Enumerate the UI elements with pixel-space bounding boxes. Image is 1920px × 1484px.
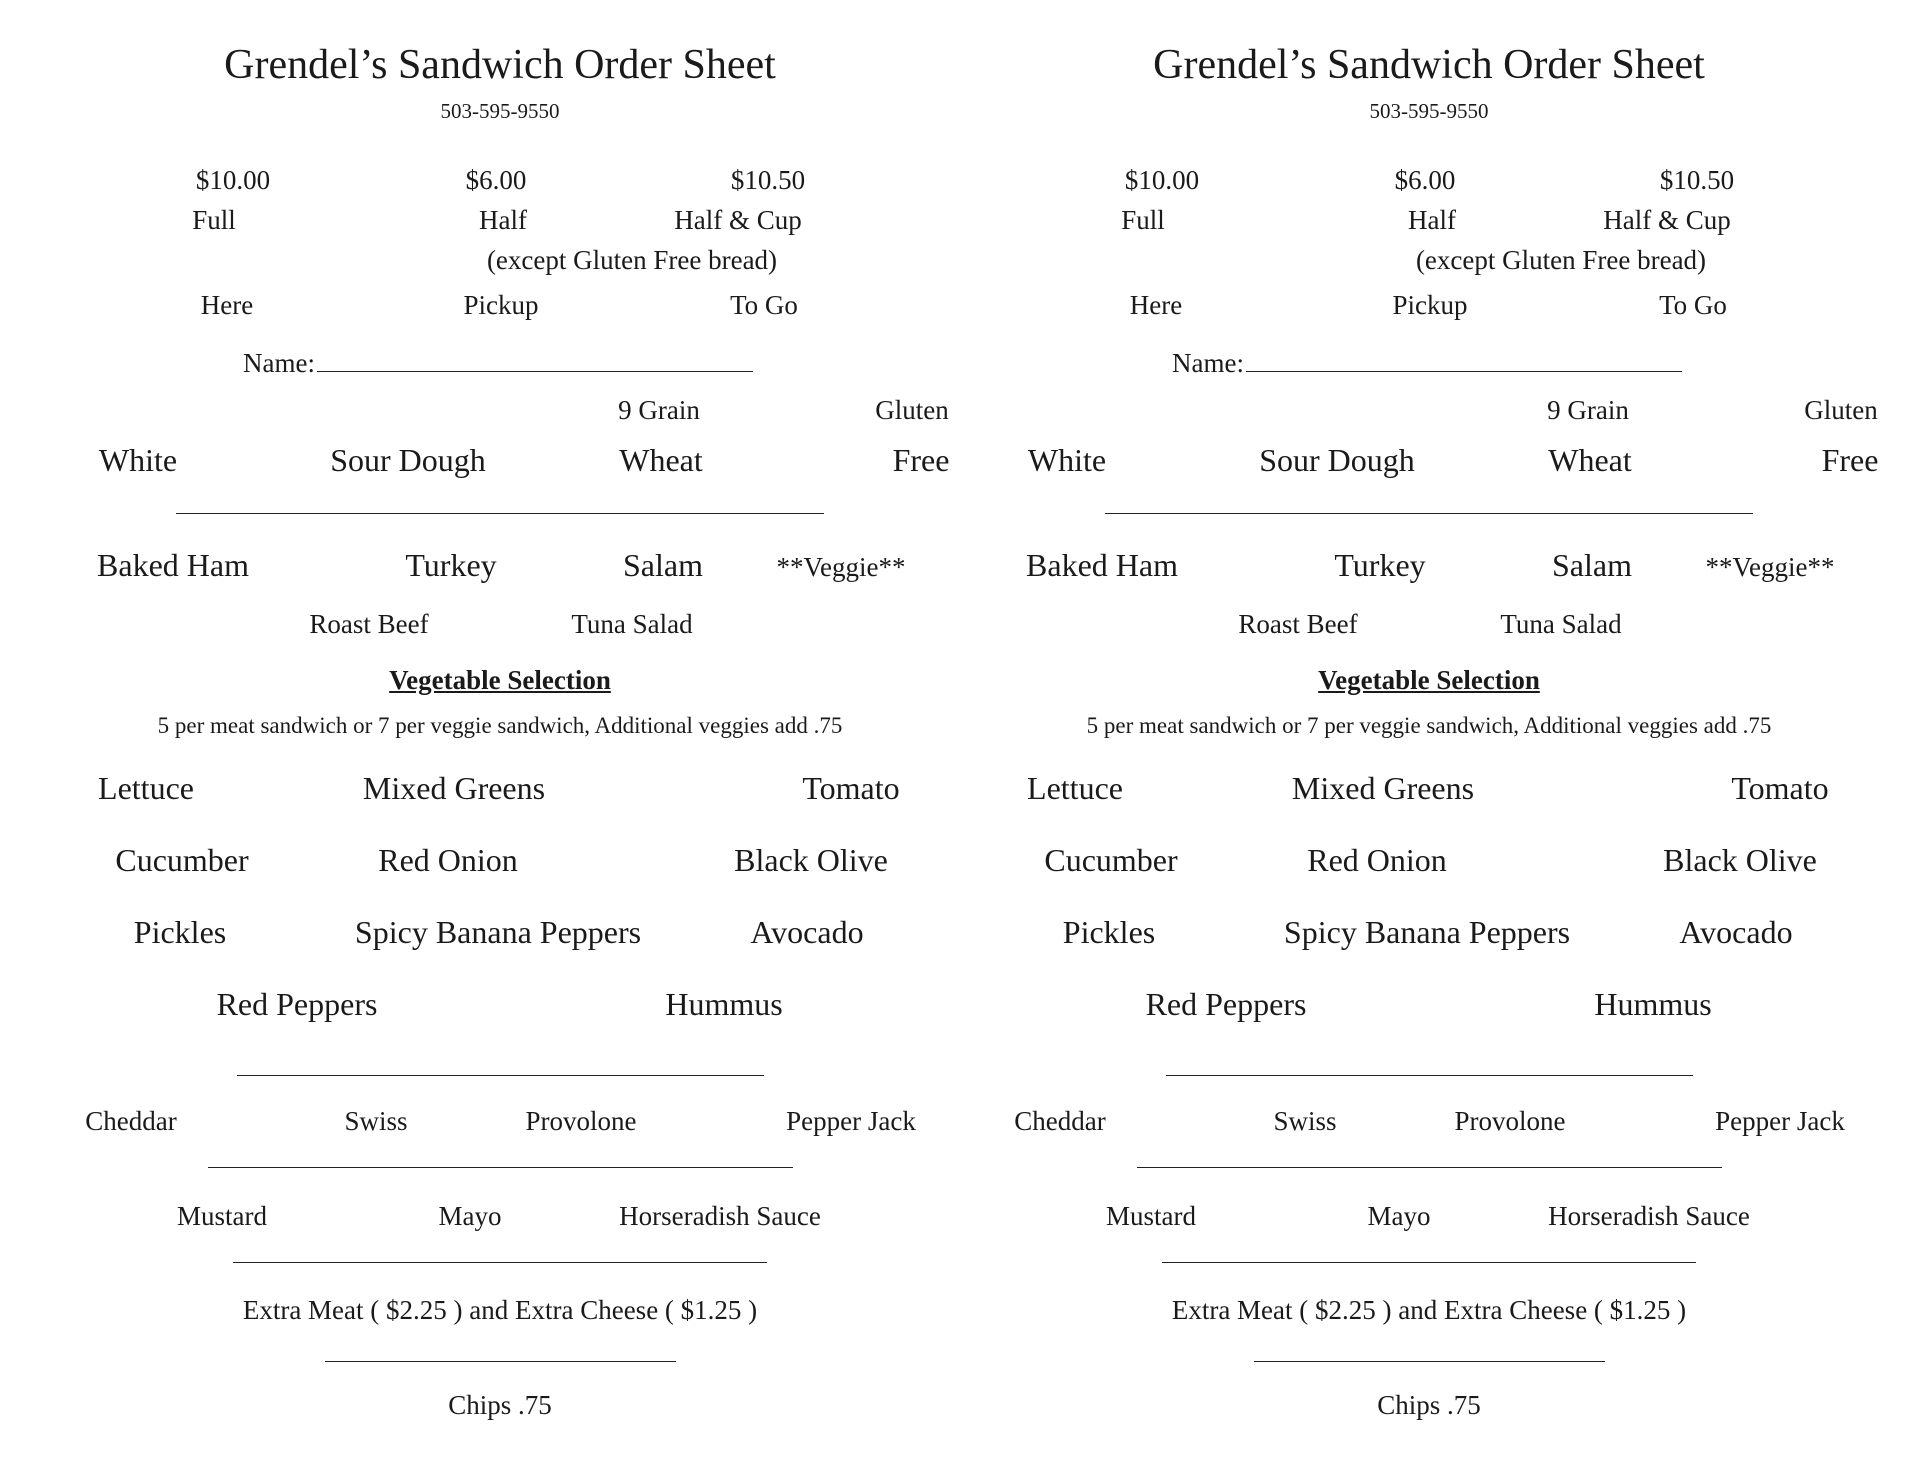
divider-sauces <box>1162 1262 1696 1263</box>
price-half-cup: $10.50 <box>1659 165 1735 195</box>
price-note: (except Gluten Free bread) <box>1415 245 1707 275</box>
size-option-half[interactable]: Half <box>1408 205 1456 235</box>
extras-line[interactable]: Extra Meat ( $2.25 ) and Extra Cheese ( $1.25 ) <box>1171 1295 1687 1325</box>
bread-sour-dough[interactable]: Sour Dough <box>330 442 486 478</box>
sauce-mustard[interactable]: Mustard <box>1106 1201 1196 1231</box>
veg-red-onion[interactable]: Red Onion <box>1307 842 1447 878</box>
divider-vegetables <box>1166 1075 1693 1076</box>
bread-wheat[interactable]: Wheat <box>1548 442 1632 478</box>
order-type-pickup[interactable]: Pickup <box>1392 290 1468 320</box>
cheese-pepper-jack[interactable]: Pepper Jack <box>1715 1106 1845 1136</box>
cheese-swiss[interactable]: Swiss <box>344 1106 408 1136</box>
price-full: $10.00 <box>195 165 271 195</box>
phone-number: 503-595-9550 <box>1369 99 1489 123</box>
veg-cucumber[interactable]: Cucumber <box>1044 842 1178 878</box>
divider-breads <box>176 513 824 514</box>
size-option-half[interactable]: Half <box>479 205 527 235</box>
veg-black-olive[interactable]: Black Olive <box>734 842 888 878</box>
cheese-provolone[interactable]: Provolone <box>1454 1106 1566 1136</box>
meat-tuna-salad[interactable]: Tuna Salad <box>1500 609 1622 639</box>
veg-avocado[interactable]: Avocado <box>750 914 864 950</box>
veg-pickles[interactable]: Pickles <box>133 914 227 950</box>
bread-white[interactable]: White <box>1027 442 1107 478</box>
sauce-horseradish[interactable]: Horseradish Sauce <box>619 1201 821 1231</box>
cheese-pepper-jack[interactable]: Pepper Jack <box>786 1106 916 1136</box>
price-note: (except Gluten Free bread) <box>486 245 778 275</box>
cheese-cheddar[interactable]: Cheddar <box>1014 1106 1106 1136</box>
bread-gluten-label: Gluten <box>875 395 949 425</box>
meat-roast-beef[interactable]: Roast Beef <box>1238 609 1358 639</box>
name-field[interactable] <box>1172 349 1682 377</box>
name-label: Name: <box>1172 348 1244 378</box>
meat-turkey[interactable]: Turkey <box>1334 547 1426 583</box>
bread-gluten-label: Gluten <box>1804 395 1878 425</box>
veg-cucumber[interactable]: Cucumber <box>115 842 249 878</box>
cheese-swiss[interactable]: Swiss <box>1273 1106 1337 1136</box>
extras-line[interactable]: Extra Meat ( $2.25 ) and Extra Cheese ( $1.25 ) <box>242 1295 758 1325</box>
order-sheet-right <box>929 0 1889 1484</box>
meat-turkey[interactable]: Turkey <box>405 547 497 583</box>
veg-mixed-greens[interactable]: Mixed Greens <box>1291 770 1475 806</box>
price-half: $6.00 <box>465 165 527 195</box>
chips-option[interactable]: Chips .75 <box>448 1390 552 1420</box>
veg-red-peppers[interactable]: Red Peppers <box>216 986 378 1022</box>
name-blank-line[interactable] <box>317 349 753 372</box>
veg-spicy-banana-peppers[interactable]: Spicy Banana Peppers <box>1283 914 1571 950</box>
sauce-mayo[interactable]: Mayo <box>438 1201 502 1231</box>
name-label: Name: <box>243 348 315 378</box>
meat-roast-beef[interactable]: Roast Beef <box>309 609 429 639</box>
divider-vegetables <box>237 1075 764 1076</box>
price-half-cup: $10.50 <box>730 165 806 195</box>
cheese-cheddar[interactable]: Cheddar <box>85 1106 177 1136</box>
veg-lettuce[interactable]: Lettuce <box>98 770 194 806</box>
name-field[interactable] <box>243 349 753 377</box>
bread-gluten-free[interactable]: Free <box>892 442 950 478</box>
price-full: $10.00 <box>1124 165 1200 195</box>
divider-cheeses <box>208 1167 793 1168</box>
veg-tomato[interactable]: Tomato <box>802 770 900 806</box>
vegetable-note: 5 per meat sandwich or 7 per veggie sandwich, Additional veggies add .75 <box>1086 713 1772 738</box>
meat-baked-ham[interactable]: Baked Ham <box>97 547 249 583</box>
meat-tuna-salad[interactable]: Tuna Salad <box>571 609 693 639</box>
size-option-full[interactable]: Full <box>192 205 236 235</box>
size-option-half-cup[interactable]: Half & Cup <box>674 205 802 235</box>
meat-baked-ham[interactable]: Baked Ham <box>1026 547 1178 583</box>
divider-cheeses <box>1137 1167 1722 1168</box>
veg-red-onion[interactable]: Red Onion <box>378 842 518 878</box>
veg-hummus[interactable]: Hummus <box>1594 986 1712 1022</box>
meat-salami[interactable]: Salam <box>623 547 703 583</box>
veg-spicy-banana-peppers[interactable]: Spicy Banana Peppers <box>354 914 642 950</box>
phone-number: 503-595-9550 <box>440 99 560 123</box>
sauce-mayo[interactable]: Mayo <box>1367 1201 1431 1231</box>
order-type-here[interactable]: Here <box>200 290 254 320</box>
bread-gluten-free[interactable]: Free <box>1821 442 1879 478</box>
divider-extras <box>1254 1361 1605 1362</box>
vegetable-note: 5 per meat sandwich or 7 per veggie sandwich, Additional veggies add .75 <box>157 713 843 738</box>
veg-mixed-greens[interactable]: Mixed Greens <box>362 770 546 806</box>
chips-option[interactable]: Chips .75 <box>1377 1390 1481 1420</box>
sauce-mustard[interactable]: Mustard <box>177 1201 267 1231</box>
vegetable-heading: Vegetable Selection <box>1318 665 1540 695</box>
veg-avocado[interactable]: Avocado <box>1679 914 1793 950</box>
vegetable-heading: Vegetable Selection <box>389 665 611 695</box>
order-type-pickup[interactable]: Pickup <box>463 290 539 320</box>
bread-wheat[interactable]: Wheat <box>619 442 703 478</box>
sheet-title: Grendel’s Sandwich Order Sheet <box>224 42 776 88</box>
veg-black-olive[interactable]: Black Olive <box>1663 842 1817 878</box>
price-half: $6.00 <box>1394 165 1456 195</box>
sauce-horseradish[interactable]: Horseradish Sauce <box>1548 1201 1750 1231</box>
veg-lettuce[interactable]: Lettuce <box>1027 770 1123 806</box>
order-type-to-go[interactable]: To Go <box>1659 290 1727 320</box>
veg-tomato[interactable]: Tomato <box>1731 770 1829 806</box>
size-option-full[interactable]: Full <box>1121 205 1165 235</box>
divider-sauces <box>233 1262 767 1263</box>
name-blank-line[interactable] <box>1246 349 1682 372</box>
divider-extras <box>325 1361 676 1362</box>
order-type-here[interactable]: Here <box>1129 290 1183 320</box>
bread-nine-grain-label: 9 Grain <box>1547 395 1629 425</box>
veg-pickles[interactable]: Pickles <box>1062 914 1156 950</box>
sheet-title: Grendel’s Sandwich Order Sheet <box>1153 42 1705 88</box>
veg-hummus[interactable]: Hummus <box>665 986 783 1022</box>
veg-red-peppers[interactable]: Red Peppers <box>1145 986 1307 1022</box>
bread-sour-dough[interactable]: Sour Dough <box>1259 442 1415 478</box>
meat-salami[interactable]: Salam <box>1552 547 1632 583</box>
bread-white[interactable]: White <box>98 442 178 478</box>
meat-veggie[interactable]: **Veggie** <box>1705 552 1835 582</box>
meat-veggie[interactable]: **Veggie** <box>776 552 906 582</box>
size-option-half-cup[interactable]: Half & Cup <box>1603 205 1731 235</box>
cheese-provolone[interactable]: Provolone <box>525 1106 637 1136</box>
divider-breads <box>1105 513 1753 514</box>
order-type-to-go[interactable]: To Go <box>730 290 798 320</box>
bread-nine-grain-label: 9 Grain <box>618 395 700 425</box>
